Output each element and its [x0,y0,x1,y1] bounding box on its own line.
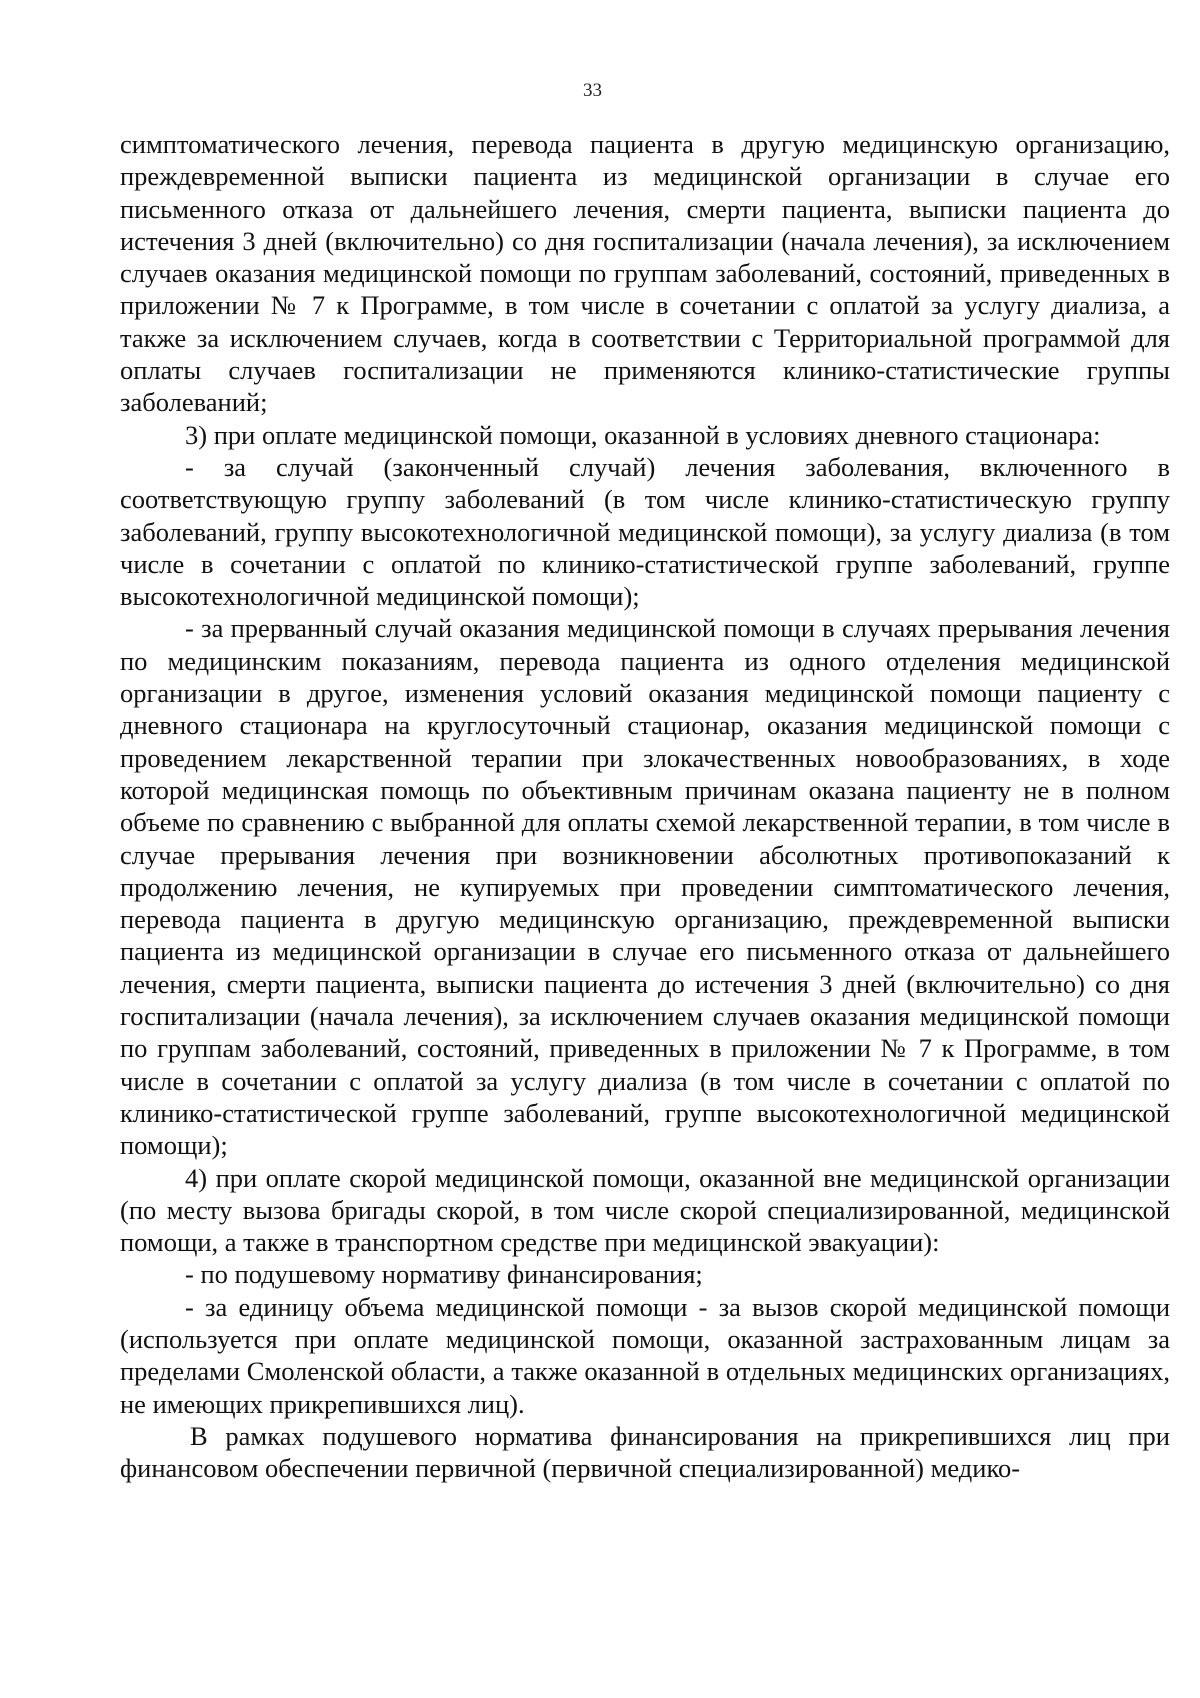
paragraph-item-4: 4) при оплате скорой медицинской помощи, оказанной вне медицинской организации (по месту вызова бригады скорой, в том числе скорой специализированной, медицинской помощи, а также в транспортном средстве при медицинской эвакуации): [120,1162,1170,1258]
paragraph-dash-interrupted-case: - за прерванный случай оказания медицинской помощи в случаях прерывания лечения по медицинским показаниям, перевода пациента из одного отделения медицинской организации в другое, изменения условий оказания медицинской помощи пациенту с дневного стационара на круглосуточный стационар, оказания медицинской помощи с проведением лекарственной терапии при злокачественных новообразованиях, в ходе которой медицинская помощь по объективным причинам оказана пациенту не в полном объеме по сравнению с выбранной для оплаты схемой лекарственной терапии, в том числе в случае прерывания лечения при возникновении абсолютных противопоказаний к продолжению лечения, не купируемых при проведении симптоматического лечения, перевода пациента в другую медицинскую организацию, преждевременной выписки пациента из медицинской организации в случае его письменного отказа от дальнейшего лечения, смерти пациента, выписки пациента до истечения 3 дней (включительно) со дня госпитализации (начала лечения), за исключением случаев оказания медицинской помощи по группам заболеваний, состояний, приведенных в приложении № 7 к Программе, в том числе в сочетании с оплатой за услугу диализа (в том числе в сочетании с оплатой по клинико-статистической группе заболеваний, группе высокотехнологичной медицинской помощи); [120,613,1170,1161]
page-number: 33 [583,80,602,101]
paragraph-continuation: симптоматического лечения, перевода пациента в другую медицинскую организацию, преждевременной выписки пациента из медицинской организации в случае его письменного отказа от дальнейшего лечения, смерти пациента, выписки пациента до истечения 3 дней (включительно) со дня госпитализации (начала лечения), за исключением случаев оказания медицинской помощи по группам заболеваний, состояний, приведенных в приложении № 7 к Программе, в том числе в сочетании с оплатой за услугу диализа, а также за исключением случаев, когда в соответствии с Территориальной программой для оплаты случаев госпитализации не применяются клинико-статистические группы заболеваний; [120,129,1170,418]
paragraph-item-3: 3) при оплате медицинской помощи, оказанной в условиях дневного стационара: [185,419,1101,450]
paragraph-dash-unit-volume: - за единицу объема медицинской помощи - за вызов скорой медицинской помощи (используется при оплате медицинской помощи, оказанной застрахованным лицам за пределами Смоленской области, а также оказанной в отдельных медицинских организациях, не имеющих прикрепившихся лиц). [120,1291,1170,1419]
paragraph-dash-per-capita: - по подушевому нормативу финансирования; [185,1259,703,1290]
document-body [120,128,1170,1484]
paragraph-dash-completed-case: - за случай (законченный случай) лечения заболевания, включенного в соответствующую группу заболеваний (в том числе клинико-статистическую группу заболеваний, группу высокотехнологичной медицинской помощи), за услугу диализа (в том числе в сочетании с оплатой по клинико-статистической группе заболеваний, группе высокотехнологичной медицинской помощи); [120,451,1170,612]
paragraph-per-capita-framework: В рамках подушевого норматива финансирования на прикрепившихся лиц при финансовом обеспечении первичной (первичной специализированной) медико- [120,1420,1170,1484]
